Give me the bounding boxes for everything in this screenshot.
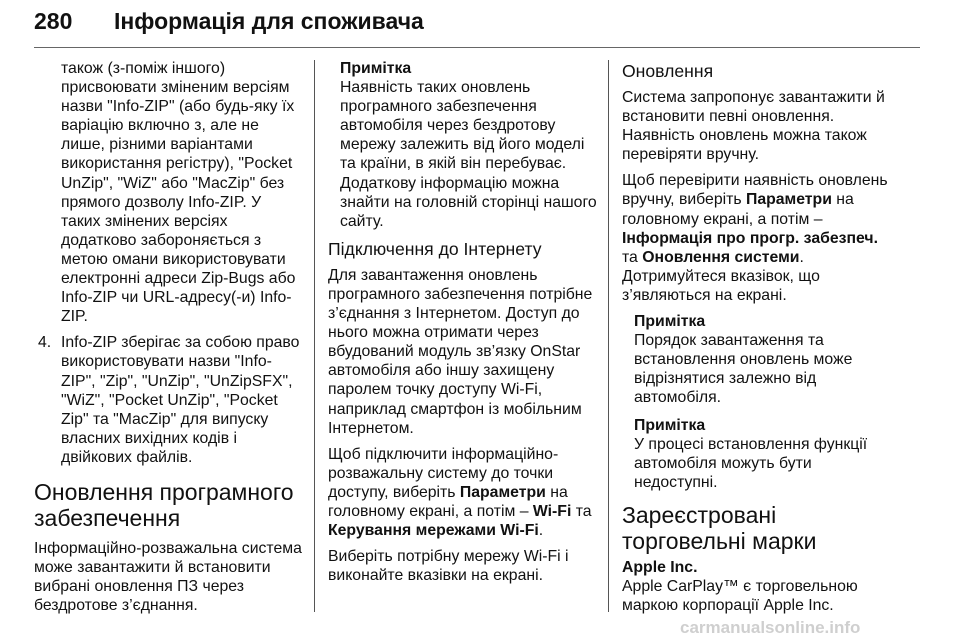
menu-label-wifi: Wi-Fi <box>532 502 572 520</box>
note-heading: Примітка <box>340 60 412 77</box>
software-update-paragraph: Інформаційно-розважальна система може завантажити й встановити вибрані оновлення ПЗ через бездротове з’єднання. <box>34 539 302 615</box>
internet-paragraph-2 <box>328 445 598 540</box>
note-box-1 <box>622 312 892 407</box>
internet-paragraph-3: Виберіть потрібну мережу Wi-Fi і виконайте вказівки на екрані. <box>328 548 569 585</box>
page-number: 280 <box>34 8 73 34</box>
trademark-owner-name: Apple Inc. <box>622 558 698 576</box>
note-heading: Примітка <box>634 313 706 331</box>
note-text: Наявність таких оновлень програмного забезпечення автомобіля через бездротову мережу залежить від його моделі та країни, в якій він перебуває. Додаткову інформацію можна знайти на головній сторінці нашого сайту. <box>340 79 597 230</box>
column-2 <box>328 59 598 592</box>
column-divider-1 <box>314 60 315 612</box>
note-heading: Примітка <box>634 416 706 434</box>
section-heading-software-update: Оновлення програмного забезпечення <box>34 478 294 531</box>
updates-paragraph-2 <box>622 171 892 305</box>
text-run: та <box>622 248 643 266</box>
text-run: на головному екрані, а потім – <box>328 483 568 520</box>
page-header <box>34 4 920 48</box>
list-item-number: 4. <box>38 334 52 352</box>
section-heading-updates: Оновлення <box>622 61 714 81</box>
column-divider-2 <box>608 60 609 612</box>
text-run: . <box>538 522 544 540</box>
text-run: та <box>571 502 592 520</box>
menu-label-system-update: Оновлення системи <box>642 248 800 266</box>
section-heading-trademarks: Зареєстровані торговельні марки <box>622 501 817 554</box>
header-rule <box>34 47 920 48</box>
menu-label-manage-wifi: Керування мережами Wi-Fi <box>328 522 539 540</box>
text-run: Щоб підключити інформаційно-розважальну систему до точки доступу, виберіть <box>328 445 559 501</box>
note-text: Порядок завантаження та встановлення оновлень може відрізнятися залежно від автомобіля. <box>634 332 853 407</box>
menu-label-settings: Параметри <box>745 191 832 209</box>
watermark-text: carmanualsonline.info <box>680 618 861 637</box>
text-run: . Дотримуйтеся вказівок, що з’являються на екрані. <box>622 248 820 304</box>
running-title: Інформація для споживача <box>114 8 424 34</box>
note-box-2 <box>622 416 892 492</box>
text-run: на головному екрані, а потім – <box>622 191 854 228</box>
menu-label-software-info: Інформація про прогр. забезпеч. <box>622 229 878 247</box>
note-box <box>328 59 598 231</box>
list-item-4 <box>34 333 304 467</box>
updates-paragraph-1: Система запропонує завантажити й встановити певні оновлення. Наявність оновлень можна також перевіряти вручну. <box>622 89 885 164</box>
column-1 <box>34 59 304 622</box>
section-heading-internet: Підключення до Інтернету <box>328 238 542 259</box>
trademark-text: Apple CarPlay™ є торговельною маркою корпорації Apple Inc. <box>622 577 858 615</box>
note-text: У процесі встановлення функції автомобіля можуть бути недоступні. <box>634 435 868 491</box>
menu-label-settings: Параметри <box>459 483 546 501</box>
text-run: Щоб перевірити наявність оновлень вручну, виберіть <box>622 172 888 209</box>
license-continuation: також (з-поміж іншого) присвоювати зміненим версіям назви "Info-ZIP" (або будь-яку їх варіацію включно з, але не лише, різними варіантами використання регістру), "Pocket UnZip", "WiZ" або "MacZip" без прямого дозволу Info-ZIP. У таких змінених версіях додатково забороняється з метою омани використовувати електронні адреси Zip-Bugs або Info-ZIP чи URL-адресу(-и) Info-ZIP. <box>61 60 296 326</box>
internet-paragraph-1: Для завантаження оновлень програмного забезпечення потрібне з’єднання з Інтернетом. Доступ до нього можна отримати через вбудований модуль зв’язку OnStar автомобіля або іншу захищену паролем точку доступу Wi-Fi, наприклад смартфон із мобільним Інтернетом. <box>328 266 593 437</box>
trademark-owner <box>622 558 892 577</box>
column-3 <box>622 59 892 622</box>
list-item-text: Info-ZIP зберігає за собою право використовувати назви "Info-ZIP", "Zip", "UnZip", "UnZipSFX", "WiZ", "Pocket UnZip", "Pocket Zip" та "MacZip" для випуску власних вихідних кодів і двійкових файлів. <box>61 334 300 466</box>
